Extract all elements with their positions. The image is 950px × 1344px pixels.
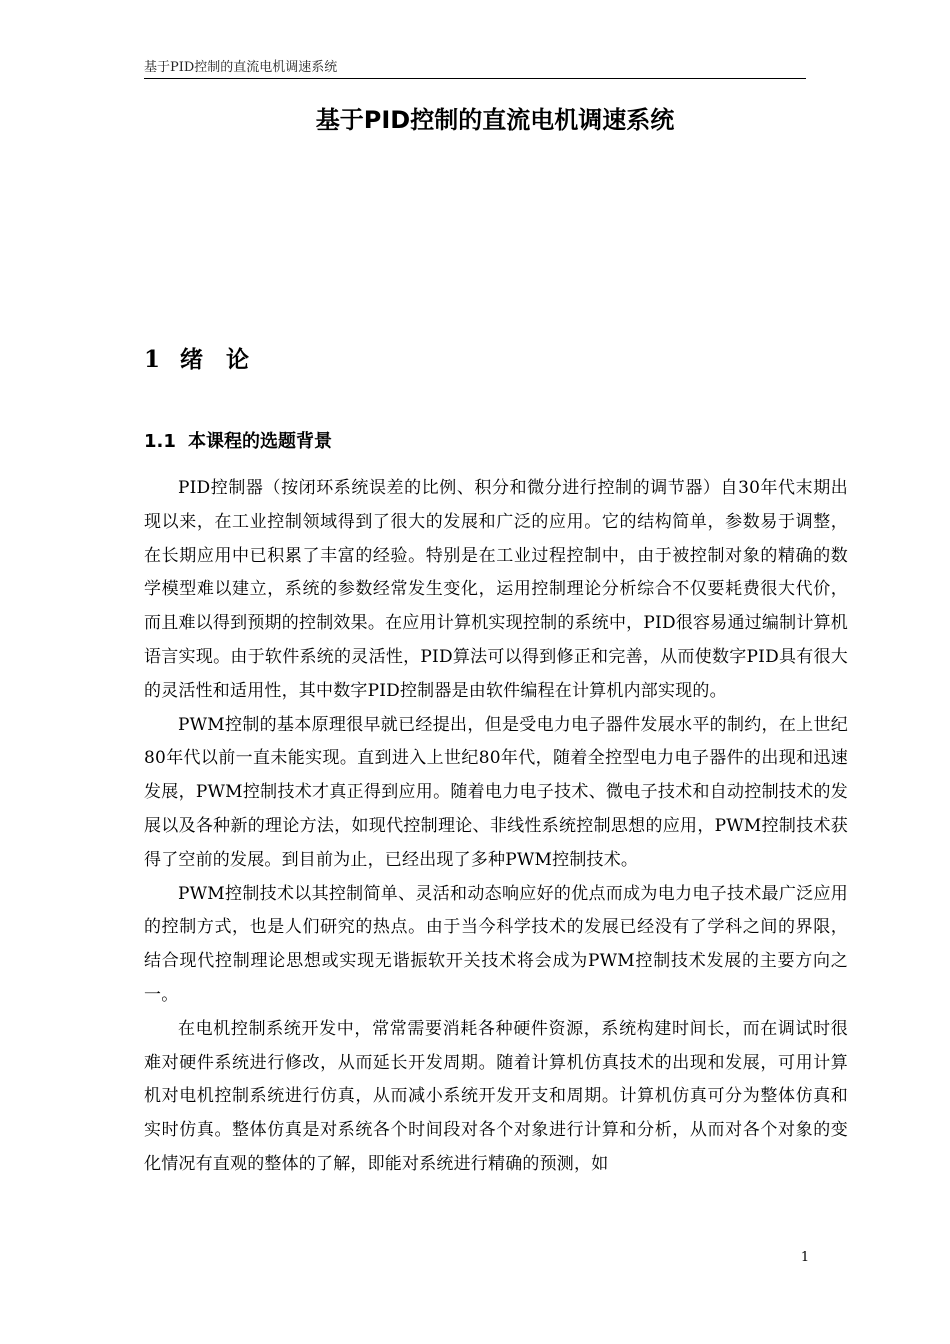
chapter-title: 绪 论 (180, 346, 249, 373)
paragraph: 在电机控制系统开发中，常常需要消耗各种硬件资源，系统构建时间长，而在调试时很难对硬件系统进行修改，从而延长开发周期。随着计算机仿真技术的出现和发展，可用计算机对电机控制系统进行仿真，从而减小系统开发开支和周期。计算机仿真可分为整体仿真和实时仿真。整体仿真是对系统各个时间段对各个对象进行计算和分析，从而对各个对象的变化情况有直观的整体的了解，即能对系统进行精确的预测，如 (144, 1018, 848, 1174)
section-title: 本课程的选题背景 (188, 431, 332, 452)
paragraph: PWM控制技术以其控制简单、灵活和动态响应好的优点而成为电力电子技术最广泛应用的控制方式，也是人们研究的热点。由于当今科学技术的发展已经没有了学科之间的界限，结合现代控制理论思想或实现无谐振软开关技术将会成为PWM控制技术发展的主要方向之一。 (144, 883, 848, 1005)
section-number: 1.1 (144, 431, 176, 452)
paragraph: PWM控制的基本原理很早就已经提出，但是受电力电子器件发展水平的制约，在上世纪80年代以前一直未能实现。直到进入上世纪80年代，随着全控型电力电子器件的出现和迅速发展，PWM控制技术才真正得到应用。随着电力电子技术、微电子技术和自动控制技术的发展以及各种新的理论方法，如现代控制理论、非线性系统控制思想的应用，PWM控制技术获得了空前的发展。到目前为止，已经出现了多种PWM控制技术。 (144, 714, 848, 870)
body-text (144, 472, 848, 1182)
document-title: 基于PID控制的直流电机调速系统 (315, 106, 675, 134)
running-header: 基于PID控制的直流电机调速系统 (144, 58, 806, 79)
page-number: 1 (800, 1250, 810, 1265)
chapter-heading (144, 340, 249, 380)
section-heading (144, 425, 332, 459)
paragraph: PID控制器（按闭环系统误差的比例、积分和微分进行控制的调节器）自30年代末期出现以来，在工业控制领域得到了很大的发展和广泛的应用。它的结构简单，参数易于调整，在长期应用中已积累了丰富的经验。特别是在工业过程控制中，由于被控制对象的精确的数学模型难以建立，系统的参数经常发生变化，运用控制理论分析综合不仅要耗费很大代价，而且难以得到预期的控制效果。在应用计算机实现控制的系统中，PID很容易通过编制计算机语言实现。由于软件系统的灵活性，PID算法可以得到修正和完善，从而使数字PID具有很大的灵活性和适用性，其中数字PID控制器是由软件编程在计算机内部实现的。 (144, 478, 848, 701)
chapter-number: 1 (144, 346, 161, 373)
